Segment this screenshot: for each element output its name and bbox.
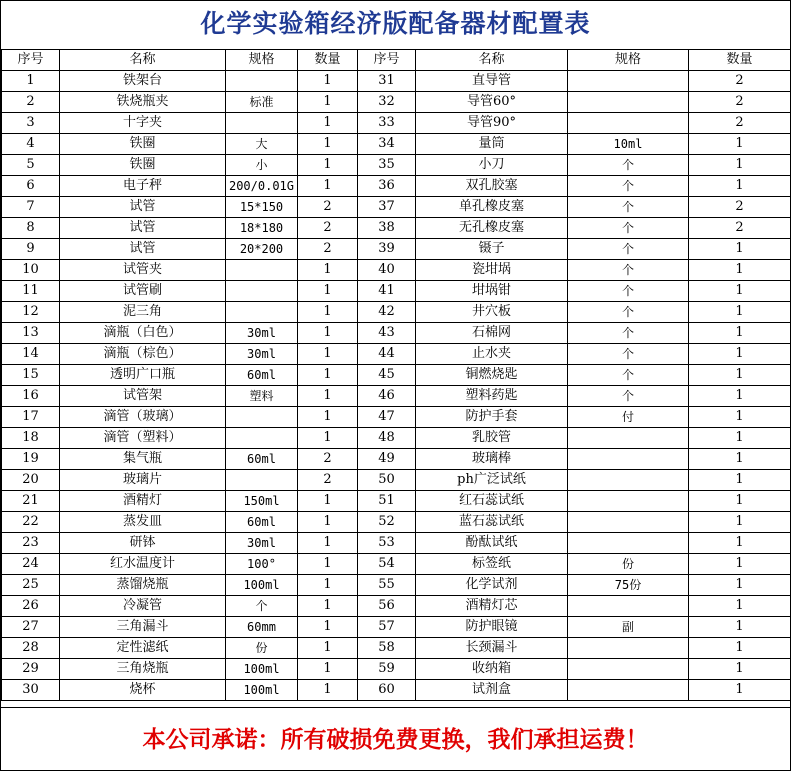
item-spec-left: 60ml — [226, 512, 298, 533]
item-name-left: 试管夹 — [60, 260, 226, 281]
item-qty-left: 1 — [298, 260, 358, 281]
item-spec-right: 付 — [568, 407, 689, 428]
table-row — [2, 239, 791, 260]
item-name-right: 蓝石蕊试纸 — [416, 512, 568, 533]
item-spec-right: 份 — [568, 554, 689, 575]
item-spec-left: 30ml — [226, 533, 298, 554]
table-row — [2, 302, 791, 323]
table-row — [2, 659, 791, 680]
item-spec-right — [568, 659, 689, 680]
table-row — [2, 344, 791, 365]
row-index-left: 18 — [2, 428, 60, 449]
header-qty-right: 数量 — [689, 50, 791, 71]
item-spec-right: 个 — [568, 218, 689, 239]
row-index-right: 41 — [358, 281, 416, 302]
item-spec-right: 个 — [568, 365, 689, 386]
item-spec-right: 10ml — [568, 134, 689, 155]
item-name-right: 无孔橡皮塞 — [416, 218, 568, 239]
item-spec-right — [568, 113, 689, 134]
item-spec-right: 个 — [568, 239, 689, 260]
item-name-right: 量筒 — [416, 134, 568, 155]
item-name-right: 长颈漏斗 — [416, 638, 568, 659]
item-name-right: 试剂盒 — [416, 680, 568, 701]
item-spec-left: 100ml — [226, 680, 298, 701]
item-spec-right: 75份 — [568, 575, 689, 596]
item-qty-right: 2 — [689, 113, 791, 134]
item-name-left: 试管 — [60, 239, 226, 260]
item-name-left: 试管 — [60, 197, 226, 218]
item-qty-right: 1 — [689, 491, 791, 512]
item-name-left: 十字夹 — [60, 113, 226, 134]
row-index-right: 53 — [358, 533, 416, 554]
item-qty-left: 1 — [298, 176, 358, 197]
row-index-right: 51 — [358, 491, 416, 512]
item-spec-left — [226, 260, 298, 281]
item-spec-left — [226, 113, 298, 134]
item-qty-right: 1 — [689, 533, 791, 554]
item-qty-left: 1 — [298, 659, 358, 680]
item-qty-right: 1 — [689, 659, 791, 680]
row-index-right: 45 — [358, 365, 416, 386]
item-qty-right: 1 — [689, 617, 791, 638]
item-name-right: 乳胶管 — [416, 428, 568, 449]
table-row — [2, 596, 791, 617]
table-row — [2, 512, 791, 533]
item-name-left: 蒸馏烧瓶 — [60, 575, 226, 596]
item-spec-left — [226, 407, 298, 428]
item-spec-right — [568, 470, 689, 491]
item-qty-left: 2 — [298, 239, 358, 260]
row-index-left: 8 — [2, 218, 60, 239]
item-spec-right: 个 — [568, 197, 689, 218]
table-row — [2, 680, 791, 701]
item-qty-right: 1 — [689, 386, 791, 407]
table-row — [2, 407, 791, 428]
header-spec-right: 规格 — [568, 50, 689, 71]
item-qty-right: 1 — [689, 638, 791, 659]
item-qty-right: 1 — [689, 512, 791, 533]
row-index-left: 7 — [2, 197, 60, 218]
item-spec-left: 塑料 — [226, 386, 298, 407]
item-name-right: 小刀 — [416, 155, 568, 176]
item-name-left: 集气瓶 — [60, 449, 226, 470]
item-spec-right — [568, 533, 689, 554]
item-spec-right: 个 — [568, 155, 689, 176]
item-name-right: 铜燃烧匙 — [416, 365, 568, 386]
table-row — [2, 176, 791, 197]
table-row — [2, 197, 791, 218]
item-name-right: 镊子 — [416, 239, 568, 260]
item-qty-left: 1 — [298, 134, 358, 155]
row-index-right: 46 — [358, 386, 416, 407]
item-spec-left: 大 — [226, 134, 298, 155]
item-name-right: 单孔橡皮塞 — [416, 197, 568, 218]
item-name-left: 酒精灯 — [60, 491, 226, 512]
item-spec-right — [568, 491, 689, 512]
table-row — [2, 218, 791, 239]
row-index-right: 54 — [358, 554, 416, 575]
header-name-right: 名称 — [416, 50, 568, 71]
item-qty-right: 1 — [689, 470, 791, 491]
item-qty-left: 1 — [298, 428, 358, 449]
row-index-right: 60 — [358, 680, 416, 701]
item-spec-right — [568, 92, 689, 113]
item-name-left: 滴管（玻璃） — [60, 407, 226, 428]
item-qty-left: 1 — [298, 71, 358, 92]
item-spec-right — [568, 512, 689, 533]
item-qty-left: 1 — [298, 323, 358, 344]
item-spec-left: 60ml — [226, 365, 298, 386]
row-index-right: 42 — [358, 302, 416, 323]
item-spec-left — [226, 428, 298, 449]
item-qty-left: 2 — [298, 197, 358, 218]
row-index-left: 22 — [2, 512, 60, 533]
item-spec-right: 个 — [568, 260, 689, 281]
item-name-right: 双孔胶塞 — [416, 176, 568, 197]
row-index-right: 55 — [358, 575, 416, 596]
item-name-left: 泥三角 — [60, 302, 226, 323]
table-row — [2, 533, 791, 554]
header-index-left: 序号 — [2, 50, 60, 71]
row-index-left: 1 — [2, 71, 60, 92]
item-spec-left — [226, 470, 298, 491]
item-spec-left: 18*180 — [226, 218, 298, 239]
item-qty-left: 1 — [298, 92, 358, 113]
item-spec-left: 100ml — [226, 575, 298, 596]
item-name-right: 石棉网 — [416, 323, 568, 344]
item-qty-left: 1 — [298, 386, 358, 407]
item-name-right: 玻璃棒 — [416, 449, 568, 470]
item-qty-right: 1 — [689, 323, 791, 344]
row-index-right: 35 — [358, 155, 416, 176]
item-name-left: 蒸发皿 — [60, 512, 226, 533]
item-name-left: 研钵 — [60, 533, 226, 554]
item-qty-left: 1 — [298, 680, 358, 701]
footer-promise: 本公司承诺：所有破损免费更换，我们承担运费！ — [1, 707, 790, 771]
row-index-left: 14 — [2, 344, 60, 365]
item-qty-right: 1 — [689, 260, 791, 281]
item-spec-right — [568, 638, 689, 659]
table-body — [2, 71, 791, 701]
item-spec-left: 30ml — [226, 323, 298, 344]
row-index-right: 37 — [358, 197, 416, 218]
row-index-right: 43 — [358, 323, 416, 344]
item-spec-right — [568, 71, 689, 92]
equipment-table — [1, 49, 791, 701]
row-index-right: 52 — [358, 512, 416, 533]
table-row — [2, 554, 791, 575]
item-qty-left: 1 — [298, 491, 358, 512]
item-qty-left: 1 — [298, 302, 358, 323]
item-qty-right: 2 — [689, 218, 791, 239]
row-index-left: 9 — [2, 239, 60, 260]
table-row — [2, 155, 791, 176]
item-spec-left: 小 — [226, 155, 298, 176]
row-index-left: 28 — [2, 638, 60, 659]
row-index-left: 5 — [2, 155, 60, 176]
item-qty-right: 1 — [689, 302, 791, 323]
row-index-left: 10 — [2, 260, 60, 281]
row-index-right: 48 — [358, 428, 416, 449]
item-qty-left: 1 — [298, 407, 358, 428]
item-name-right: 红石蕊试纸 — [416, 491, 568, 512]
row-index-right: 33 — [358, 113, 416, 134]
row-index-right: 50 — [358, 470, 416, 491]
header-index-right: 序号 — [358, 50, 416, 71]
item-name-left: 铁圈 — [60, 134, 226, 155]
item-qty-right: 1 — [689, 134, 791, 155]
row-index-left: 23 — [2, 533, 60, 554]
row-index-right: 38 — [358, 218, 416, 239]
item-spec-right: 个 — [568, 344, 689, 365]
item-spec-right — [568, 428, 689, 449]
table-row — [2, 386, 791, 407]
item-qty-left: 2 — [298, 470, 358, 491]
item-name-left: 试管刷 — [60, 281, 226, 302]
item-qty-right: 1 — [689, 449, 791, 470]
row-index-left: 2 — [2, 92, 60, 113]
header-spec-left: 规格 — [226, 50, 298, 71]
item-spec-left: 30ml — [226, 344, 298, 365]
item-qty-right: 1 — [689, 155, 791, 176]
row-index-right: 49 — [358, 449, 416, 470]
item-name-left: 三角漏斗 — [60, 617, 226, 638]
table-row — [2, 260, 791, 281]
item-spec-left: 份 — [226, 638, 298, 659]
item-qty-right: 1 — [689, 344, 791, 365]
row-index-left: 29 — [2, 659, 60, 680]
header-name-left: 名称 — [60, 50, 226, 71]
row-index-right: 36 — [358, 176, 416, 197]
table-row — [2, 134, 791, 155]
item-name-left: 铁烧瓶夹 — [60, 92, 226, 113]
item-qty-left: 1 — [298, 533, 358, 554]
item-name-left: 铁圈 — [60, 155, 226, 176]
row-index-left: 16 — [2, 386, 60, 407]
row-index-left: 21 — [2, 491, 60, 512]
item-spec-left: 60mm — [226, 617, 298, 638]
row-index-left: 4 — [2, 134, 60, 155]
item-qty-left: 1 — [298, 596, 358, 617]
item-qty-left: 1 — [298, 638, 358, 659]
item-name-right: 酚酞试纸 — [416, 533, 568, 554]
item-qty-left: 1 — [298, 365, 358, 386]
item-name-right: 导管90° — [416, 113, 568, 134]
item-name-left: 试管架 — [60, 386, 226, 407]
table-row — [2, 491, 791, 512]
item-name-left: 电子秤 — [60, 176, 226, 197]
item-spec-left — [226, 281, 298, 302]
item-qty-left: 1 — [298, 113, 358, 134]
table-row — [2, 365, 791, 386]
item-name-right: 防护手套 — [416, 407, 568, 428]
row-index-right: 39 — [358, 239, 416, 260]
table-row — [2, 638, 791, 659]
item-name-left: 铁架台 — [60, 71, 226, 92]
item-spec-left: 100° — [226, 554, 298, 575]
item-spec-right: 个 — [568, 281, 689, 302]
item-qty-right: 1 — [689, 407, 791, 428]
row-index-left: 24 — [2, 554, 60, 575]
item-name-right: 止水夹 — [416, 344, 568, 365]
table-row — [2, 617, 791, 638]
item-qty-left: 1 — [298, 617, 358, 638]
table-row — [2, 428, 791, 449]
item-name-right: ph广泛试纸 — [416, 470, 568, 491]
item-qty-right: 1 — [689, 176, 791, 197]
item-qty-right: 2 — [689, 92, 791, 113]
row-index-right: 59 — [358, 659, 416, 680]
row-index-left: 17 — [2, 407, 60, 428]
row-index-left: 11 — [2, 281, 60, 302]
item-qty-left: 1 — [298, 344, 358, 365]
item-qty-right: 1 — [689, 428, 791, 449]
item-name-left: 滴管（塑料） — [60, 428, 226, 449]
item-qty-left: 1 — [298, 554, 358, 575]
item-spec-right: 个 — [568, 302, 689, 323]
item-name-right: 井穴板 — [416, 302, 568, 323]
item-qty-left: 1 — [298, 575, 358, 596]
item-qty-right: 1 — [689, 596, 791, 617]
item-qty-right: 2 — [689, 197, 791, 218]
row-index-right: 58 — [358, 638, 416, 659]
item-name-left: 透明广口瓶 — [60, 365, 226, 386]
row-index-right: 32 — [358, 92, 416, 113]
table-row — [2, 323, 791, 344]
item-spec-left: 20*200 — [226, 239, 298, 260]
item-qty-right: 1 — [689, 239, 791, 260]
row-index-left: 26 — [2, 596, 60, 617]
row-index-right: 34 — [358, 134, 416, 155]
item-spec-left: 200/0.01G — [226, 176, 298, 197]
item-spec-right: 副 — [568, 617, 689, 638]
item-spec-left: 100ml — [226, 659, 298, 680]
item-qty-right: 2 — [689, 71, 791, 92]
item-spec-right: 个 — [568, 323, 689, 344]
item-name-left: 冷凝管 — [60, 596, 226, 617]
item-spec-right: 个 — [568, 176, 689, 197]
table-row — [2, 92, 791, 113]
item-name-right: 导管60° — [416, 92, 568, 113]
row-index-right: 40 — [358, 260, 416, 281]
table-row — [2, 281, 791, 302]
row-index-right: 44 — [358, 344, 416, 365]
item-spec-right — [568, 596, 689, 617]
item-name-right: 标签纸 — [416, 554, 568, 575]
item-name-left: 红水温度计 — [60, 554, 226, 575]
item-name-left: 滴瓶（棕色） — [60, 344, 226, 365]
table-header-row — [2, 50, 791, 71]
table-row — [2, 449, 791, 470]
item-spec-left — [226, 302, 298, 323]
item-name-left: 滴瓶（白色） — [60, 323, 226, 344]
row-index-left: 27 — [2, 617, 60, 638]
row-index-left: 12 — [2, 302, 60, 323]
item-qty-right: 1 — [689, 281, 791, 302]
item-name-right: 收纳箱 — [416, 659, 568, 680]
item-spec-left: 60ml — [226, 449, 298, 470]
row-index-right: 57 — [358, 617, 416, 638]
item-qty-right: 1 — [689, 554, 791, 575]
row-index-left: 19 — [2, 449, 60, 470]
item-name-right: 酒精灯芯 — [416, 596, 568, 617]
row-index-right: 56 — [358, 596, 416, 617]
item-name-left: 三角烧瓶 — [60, 659, 226, 680]
row-index-right: 31 — [358, 71, 416, 92]
item-name-left: 玻璃片 — [60, 470, 226, 491]
item-qty-left: 2 — [298, 449, 358, 470]
item-qty-right: 1 — [689, 365, 791, 386]
item-name-right: 防护眼镜 — [416, 617, 568, 638]
row-index-left: 3 — [2, 113, 60, 134]
row-index-left: 6 — [2, 176, 60, 197]
row-index-left: 13 — [2, 323, 60, 344]
row-index-right: 47 — [358, 407, 416, 428]
item-spec-left — [226, 71, 298, 92]
item-name-left: 烧杯 — [60, 680, 226, 701]
item-name-right: 直导管 — [416, 71, 568, 92]
table-row — [2, 71, 791, 92]
item-name-right: 坩埚钳 — [416, 281, 568, 302]
item-name-left: 试管 — [60, 218, 226, 239]
page-title: 化学实验箱经济版配备器材配置表 — [200, 9, 591, 38]
row-index-left: 25 — [2, 575, 60, 596]
item-spec-right — [568, 449, 689, 470]
item-name-right: 瓷坩埚 — [416, 260, 568, 281]
item-spec-right: 个 — [568, 386, 689, 407]
row-index-left: 15 — [2, 365, 60, 386]
row-index-left: 20 — [2, 470, 60, 491]
item-qty-left: 1 — [298, 512, 358, 533]
row-index-left: 30 — [2, 680, 60, 701]
item-spec-left: 标准 — [226, 92, 298, 113]
item-qty-right: 1 — [689, 680, 791, 701]
item-spec-left: 150ml — [226, 491, 298, 512]
item-qty-right: 1 — [689, 575, 791, 596]
item-qty-left: 1 — [298, 155, 358, 176]
item-spec-right — [568, 680, 689, 701]
header-qty-left: 数量 — [298, 50, 358, 71]
table-row — [2, 113, 791, 134]
item-name-right: 塑料药匙 — [416, 386, 568, 407]
table-row — [2, 575, 791, 596]
item-name-right: 化学试剂 — [416, 575, 568, 596]
item-qty-left: 1 — [298, 281, 358, 302]
item-qty-left: 2 — [298, 218, 358, 239]
item-name-left: 定性滤纸 — [60, 638, 226, 659]
item-spec-left: 个 — [226, 596, 298, 617]
item-spec-left: 15*150 — [226, 197, 298, 218]
table-row — [2, 470, 791, 491]
